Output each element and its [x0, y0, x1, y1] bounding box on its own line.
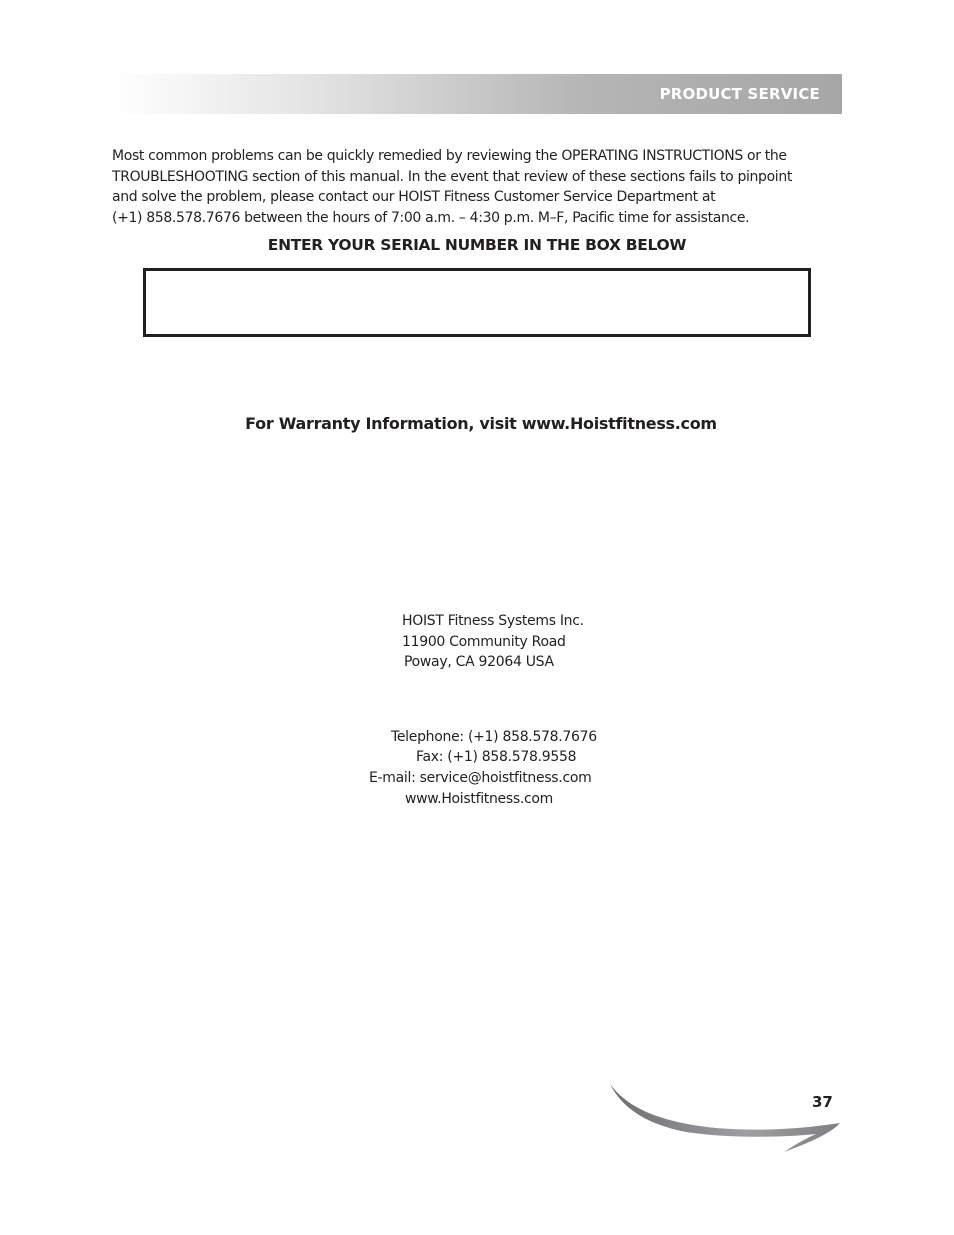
page-number: 37	[812, 1093, 833, 1111]
warranty-info-text: For Warranty Information, visit www.Hoistfitness.com	[245, 414, 717, 433]
section-header-band	[112, 74, 842, 114]
serial-number-box[interactable]	[143, 268, 811, 337]
serial-number-heading-text: ENTER YOUR SERIAL NUMBER IN THE BOX BELOW	[267, 236, 687, 254]
intro-line-4: (+1) 858.578.7676 between the hours of 7:00 a.m. – 4:30 p.m. M–F, Pacific time for assistance.	[112, 209, 750, 226]
intro-line-3: and solve the problem, please contact our HOIST Fitness Customer Service Department at	[112, 189, 716, 205]
company-name: HOIST Fitness Systems Inc.	[402, 613, 584, 629]
section-title: PRODUCT SERVICE	[659, 85, 820, 103]
swoosh-icon	[606, 1080, 846, 1156]
street-address: 11900 Community Road	[402, 634, 566, 650]
intro-line-1: Most common problems can be quickly remedied by reviewing the OPERATING INSTRUCTIONS or the	[112, 148, 787, 164]
fax-number: Fax: (+1) 858.578.9558	[416, 749, 577, 765]
website-link[interactable]: www.Hoistfitness.com	[405, 791, 554, 807]
telephone-number: Telephone: (+1) 858.578.7676	[391, 729, 597, 745]
email-address[interactable]: E-mail: service@hoistfitness.com	[369, 770, 592, 786]
intro-line-2: TROUBLESHOOTING section of this manual. In the event that review of these sections fails to pinpoint	[112, 168, 793, 185]
city-address: Poway, CA 92064 USA	[404, 654, 554, 670]
serial-number-heading	[0, 236, 954, 254]
warranty-info	[0, 414, 954, 433]
swoosh-shape	[610, 1084, 840, 1152]
intro-paragraph	[112, 146, 842, 228]
